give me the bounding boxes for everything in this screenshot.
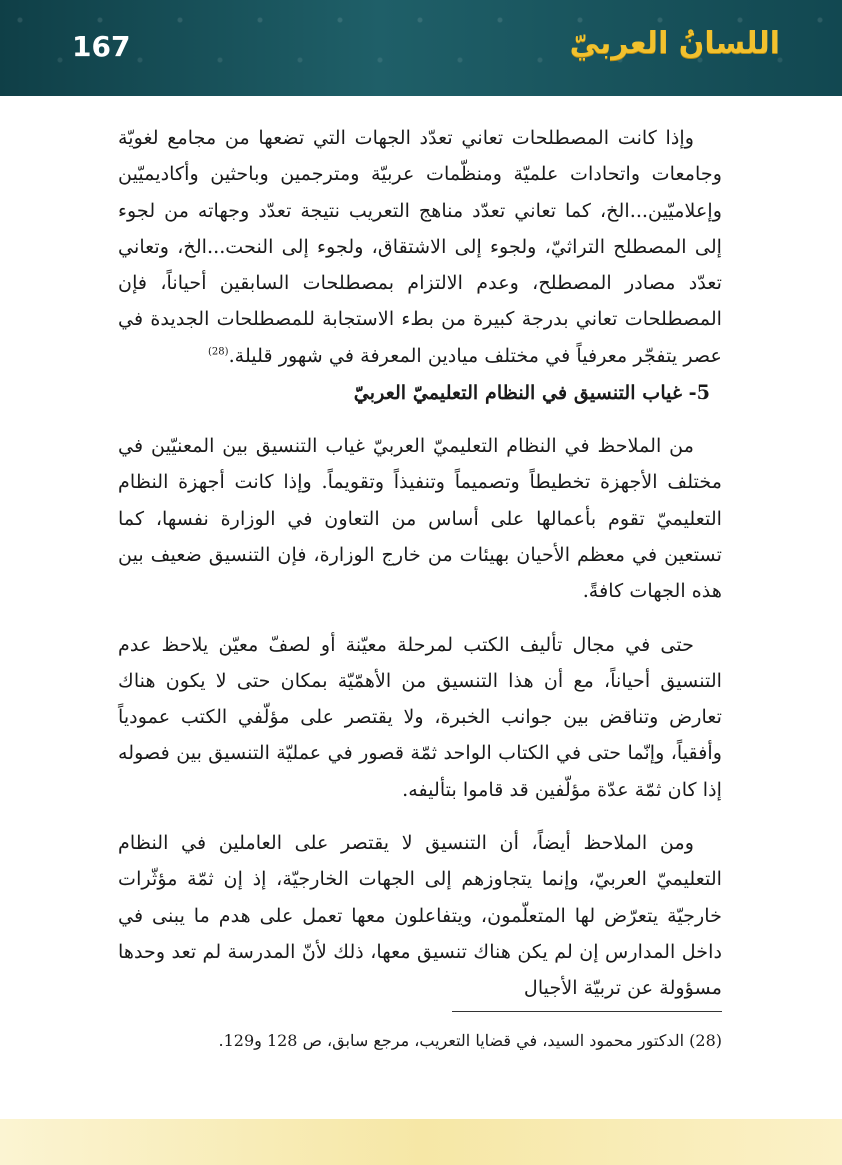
bottom-band: [0, 1119, 842, 1165]
footnote-divider: [452, 1011, 722, 1012]
journal-logo: اللسانُ العربيّ: [569, 26, 780, 61]
paragraph-2: من الملاحظ في النظام التعليميّ العربيّ غياب التنسيق بين المعنيّين في مختلف الأجهزة تخطيطاً وتصميماً وتنفيذاً وتقويماً. وإذا كانت أجهزة النظام التعليميّ تقوم بأعمالها على أساس من التعاون في الوزارة نفسها، كما تستعين في معظم الأحيان بهيئات من خارج الوزارة، فإن التنسيق ضعيف بين هذه الجهات كافةً.: [118, 434, 722, 603]
paragraph-1-text: وإذا كانت المصطلحات تعاني تعدّد الجهات التي تضعها من مجامع لغويّة وجامعات واتحادات علميّة ومنظّمات عربيّة ومترجمين وباحثين وأكاديميّين وإعلاميّين...الخ، كما تعاني تعدّد مناهج التعريب نتيجة تعدّد وجهاته من لجوء إلى المصطلح التراثيّ، ولجوء إلى الاشتقاق، ولجوء إلى النحت...الخ، وتعاني تعدّد مصادر المصطلح، وعدم الالتزام بمصطلحات السابقين أحياناً، فإن المصطلحات تعاني بدرجة كبيرة من بطء الاستجابة للمصطلحات الجديدة في عصر يتفجّر معرفياً في مختلف ميادين المعرفة في شهور قليلة.: [118, 126, 722, 367]
paragraph-3: حتى في مجال تأليف الكتب لمرحلة معيّنة أو لصفّ معيّن يلاحظ عدم التنسيق أحياناً، مع أن هذا التنسيق من الأهمّيّة بمكان حتى لا يكون هناك تعارض وتناقض بين جوانب الخبرة، ولا يقتصر على مؤلّفي الكتب عمودياً وأفقياً، وإنّما حتى في الكتاب الواحد ثمّة قصور في عمليّة التنسيق بين فصوله إذا كان ثمّة عدّة مؤلّفين قد قاموا بتأليفه.: [118, 632, 722, 801]
section-heading: 5- غياب التنسيق في النظام التعليميّ العربيّ: [353, 381, 710, 405]
article-body: [118, 120, 722, 1007]
footnote-28: (28) الدكتور محمود السيد، في قضايا التعريب، مرجع سابق، ص 128 و129.: [218, 1031, 722, 1050]
footnote-ref-28[interactable]: (28): [208, 346, 229, 358]
paragraph-1: [118, 120, 722, 374]
page-number: 167: [72, 30, 131, 63]
paragraph-4: ومن الملاحظ أيضاً، أن التنسيق لا يقتصر على العاملين في النظام التعليميّ العربيّ، وإنما يتجاوزهم إلى الجهات الخارجيّة، إذ إن ثمّة مؤثّرات خارجيّة يتعرّض لها المتعلّمون، ويتفاعلون معها تعمل على هدم ما يبنى في داخل المدارس إن لم يكن هناك تنسيق معها، ذلك لأنّ المدرسة لم تعد وحدها مسؤولة عن تربيّة الأجيال: [118, 831, 722, 1000]
page-header: [0, 0, 842, 96]
